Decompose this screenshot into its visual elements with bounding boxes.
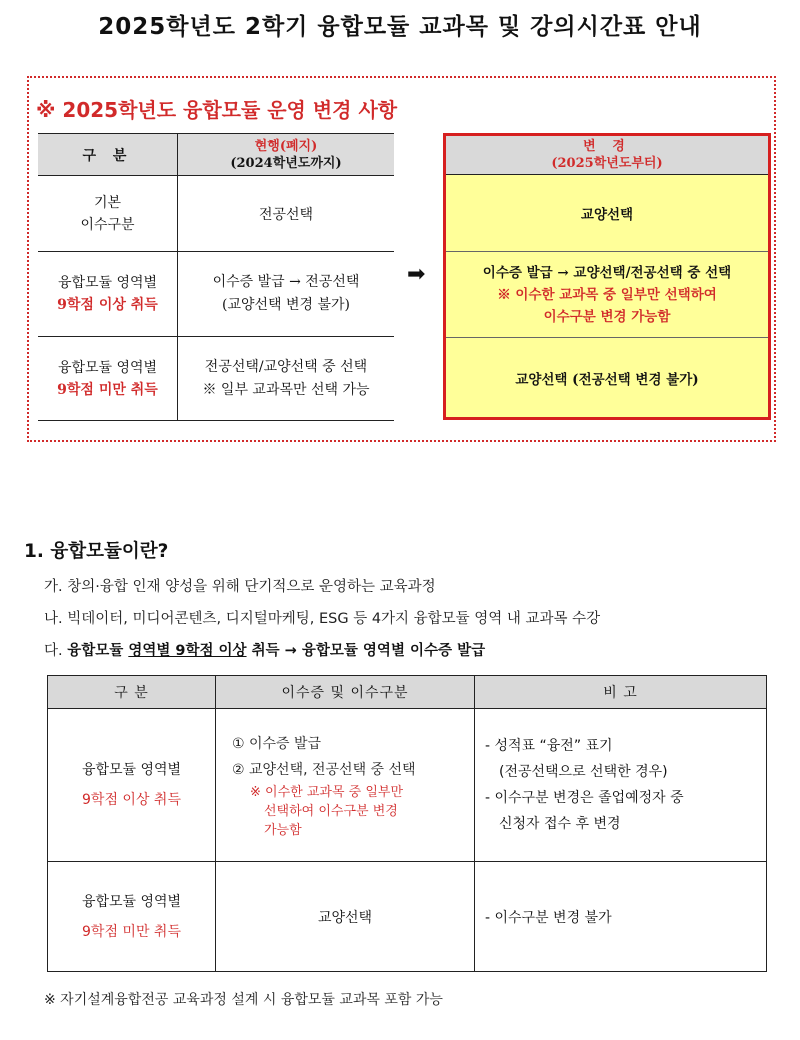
section-item-a: 가. 창의·융합 인재 양성을 위해 단기적으로 운영하는 교육과정: [44, 579, 436, 595]
header-current-line2: (2024학년도까지): [230, 155, 342, 171]
current-row1-category: [38, 176, 178, 252]
cell-text-red: 9학점 미만 취득: [57, 381, 158, 398]
item-c-part2: 취득 → 융합모듈 영역별 이수증 발급: [246, 643, 486, 659]
cell-text: - 성적표 “융전” 표기: [485, 738, 613, 754]
cell-text: 융합모듈 영역별: [57, 359, 158, 376]
cell-text: 이수구분: [80, 216, 135, 233]
item-c-underline: 영역별 9학점 이상: [128, 643, 247, 659]
cell-text-red: ※ 이수한 교과목 중 일부만 선택하여: [497, 286, 717, 303]
cell-text: 기본: [93, 194, 122, 211]
cell-text-red: 9학점 이상 취득: [57, 297, 158, 313]
section-item-c: [44, 639, 485, 660]
cell-text: 전공선택/교양선택 중 선택: [204, 358, 368, 375]
main-header-category: 구 분: [48, 676, 216, 709]
cell-note-red: ※ 이수한 교과목 중 일부만: [250, 784, 404, 800]
cell-text: ① 이수증 발급: [232, 735, 322, 752]
current-row1-value: 전공선택: [178, 176, 395, 252]
cell-text: 융합모듈 영역별: [57, 275, 158, 291]
cell-text: ※ 일부 교과목만 선택 가능: [202, 381, 370, 398]
cell-text: 융합모듈 영역별: [81, 893, 182, 910]
right-arrow-icon: ➡: [407, 262, 426, 287]
current-row2-value: [178, 252, 395, 337]
main-row1-category: [48, 709, 216, 862]
new-row2: [445, 252, 770, 338]
footnote: ※ 자기설계융합전공 교육과정 설계 시 융합모듈 교과목 포함 가능: [44, 992, 443, 1008]
cell-text: ② 교양선택, 전공선택 중 선택: [232, 761, 416, 778]
cell-text: 이수증 발급 → 교양선택/전공선택 중 선택: [482, 264, 732, 281]
cell-text: 신청자 접수 후 변경: [499, 816, 621, 832]
section-item-b: 나. 빅데이터, 미디어콘텐츠, 디지털마케팅, ESG 등 4가지 융합모듈 영역 내 교과목 수강: [44, 611, 601, 627]
header-current-line1: 현행(폐지): [254, 138, 318, 154]
cell-note-red: 선택하여 이수구분 변경: [264, 803, 398, 819]
main-row2-certificate: 교양선택: [216, 862, 475, 972]
section-title: 1. 융합모듈이란?: [24, 541, 169, 562]
header-current: [178, 134, 395, 176]
new-header: [445, 135, 770, 175]
page-title: 2025학년도 2학기 융합모듈 교과목 및 강의시간표 안내: [98, 14, 702, 40]
new-policy-table: [443, 133, 771, 420]
notice-heading: ※ 2025학년도 융합모듈 운영 변경 사항: [36, 98, 398, 122]
cell-text: - 이수구분 변경은 졸업예정자 중: [485, 790, 684, 806]
item-c-part1: 융합모듈: [67, 643, 129, 659]
cell-text: (교양선택 변경 불가): [221, 297, 351, 313]
item-c-prefix: 다.: [44, 643, 68, 659]
new-header-line1: 변 경: [583, 139, 631, 154]
module-table: [47, 675, 767, 972]
header-category: 구 분: [38, 134, 178, 176]
cell-note-red: 가능함: [264, 822, 302, 838]
main-row1-certificate: [216, 709, 475, 862]
cell-text-red: 이수구분 변경 가능함: [543, 308, 671, 325]
new-row3: 교양선택 (전공선택 변경 불가): [445, 338, 770, 419]
main-header-certificate: 이수증 및 이수구분: [216, 676, 475, 709]
current-row3-category: [38, 337, 178, 421]
cell-text: 이수증 발급 → 전공선택: [212, 274, 360, 290]
new-row1: 교양선택: [445, 175, 770, 252]
cell-text-red: 9학점 이상 취득: [82, 792, 181, 808]
cell-text: 융합모듈 영역별: [81, 762, 182, 778]
current-policy-table: [38, 133, 394, 421]
new-header-line2: (2025학년도부터): [551, 156, 663, 171]
main-header-remark: 비 고: [475, 676, 767, 709]
current-row2-category: [38, 252, 178, 337]
main-row1-remark: [475, 709, 767, 862]
main-row2-category: [48, 862, 216, 972]
cell-text: (전공선택으로 선택한 경우): [499, 764, 668, 780]
cell-text-red: 9학점 미만 취득: [82, 923, 181, 940]
main-row2-remark: - 이수구분 변경 불가: [475, 862, 767, 972]
current-row3-value: [178, 337, 395, 421]
